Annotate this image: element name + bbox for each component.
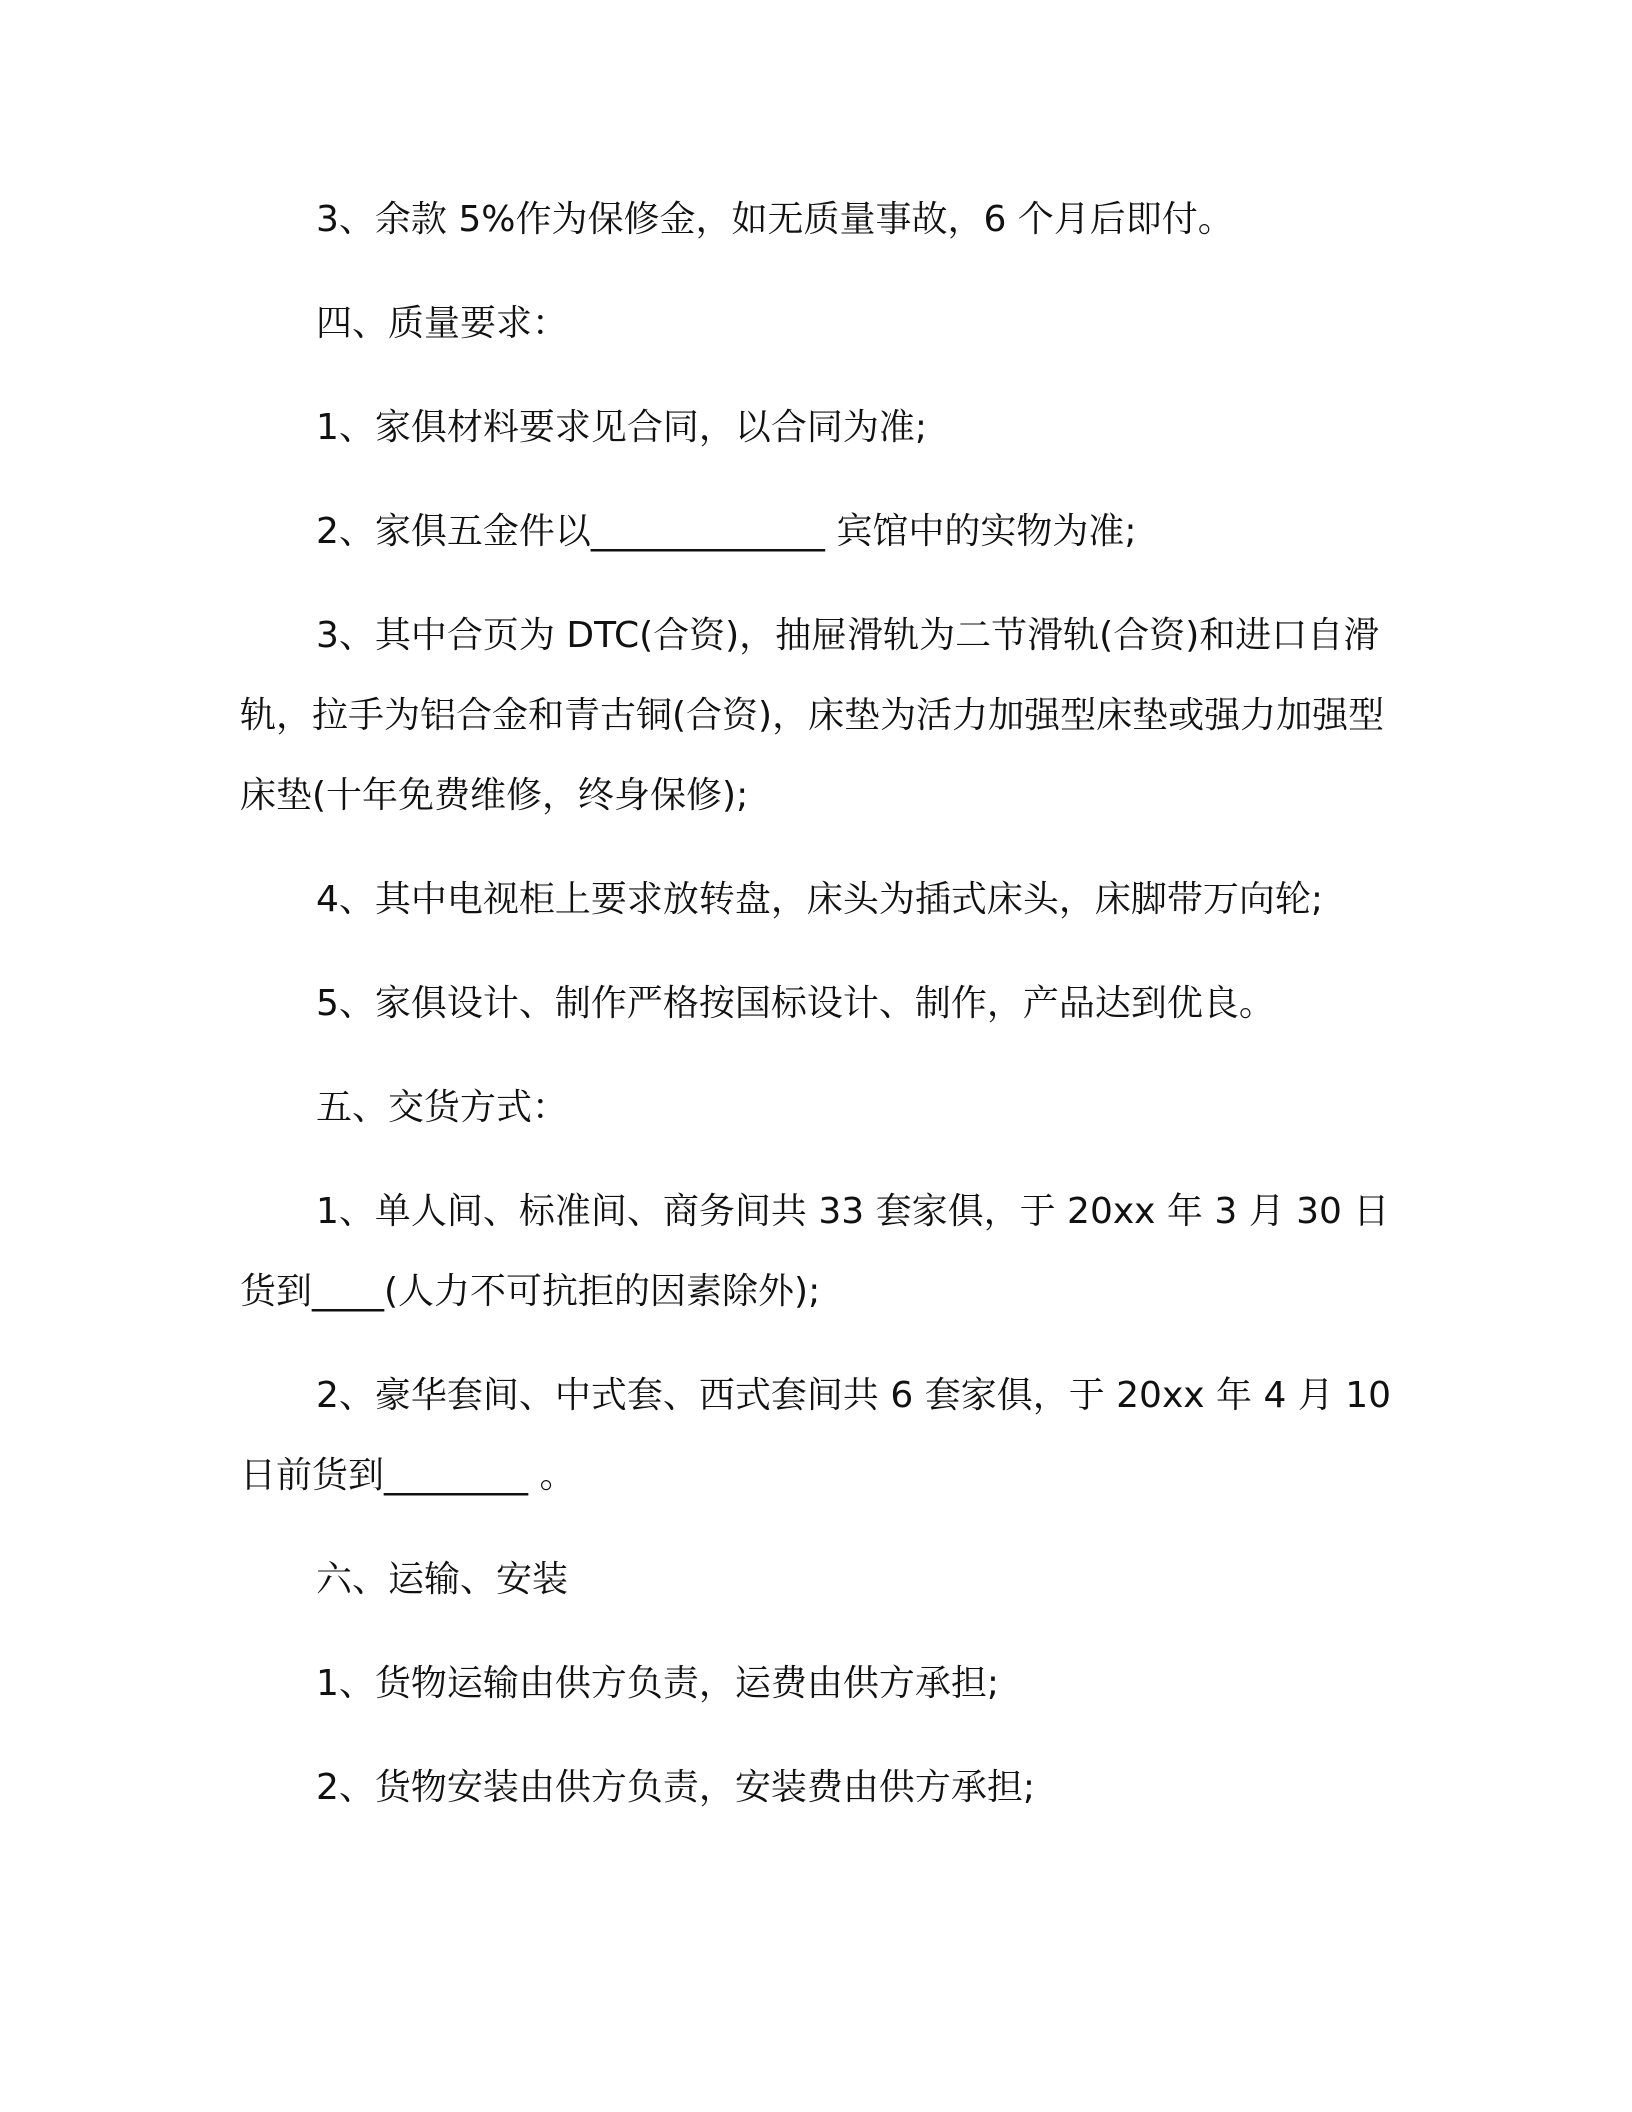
paragraph-tv-cabinet: 4、其中电视柜上要求放转盘，床头为插式床头，床脚带万向轮; [316,879,1324,920]
paragraph-hardware-spec: 3、其中合页为 DTC(合资)，抽屉滑轨为二节滑轨(合资)和进口自滑轨，拉手为铝合金和青古铜(合资)，床垫为活力加强型床垫或强力加强型床垫(十年免费维修，终身保修); [240,615,1385,816]
paragraph-transport: 1、货物运输由供方负责，运费由供方承担; [316,1663,1000,1704]
paragraph-design-standard: 5、家俱设计、制作严格按国标设计、制作，产品达到优良。 [316,983,1275,1024]
paragraph-warranty-balance: 3、余款 5%作为保修金，如无质量事故，6 个月后即付。 [316,199,1234,240]
document-body [240,180,1400,1852]
paragraph-hardware: 2、家俱五金件以_____________ 宾馆中的实物为准; [316,511,1137,552]
paragraph-material-requirements: 1、家俱材料要求见合同，以合同为准; [316,407,928,448]
paragraph-delivery-standard-rooms: 1、单人间、标准间、商务间共 33 套家俱，于 20xx 年 3 月 30 日货到____(人力不可抗拒的因素除外); [240,1191,1390,1312]
heading-transport-installation: 六、运输、安装 [316,1559,569,1600]
heading-quality-requirements: 四、质量要求： [316,303,569,344]
paragraph-delivery-suites: 2、豪华套间、中式套、西式套间共 6 套家俱，于 20xx 年 4 月 10 日前货到________ 。 [240,1375,1392,1496]
paragraph-installation: 2、货物安装由供方负责，安装费由供方承担; [316,1767,1036,1808]
heading-delivery-method: 五、交货方式： [316,1087,569,1128]
